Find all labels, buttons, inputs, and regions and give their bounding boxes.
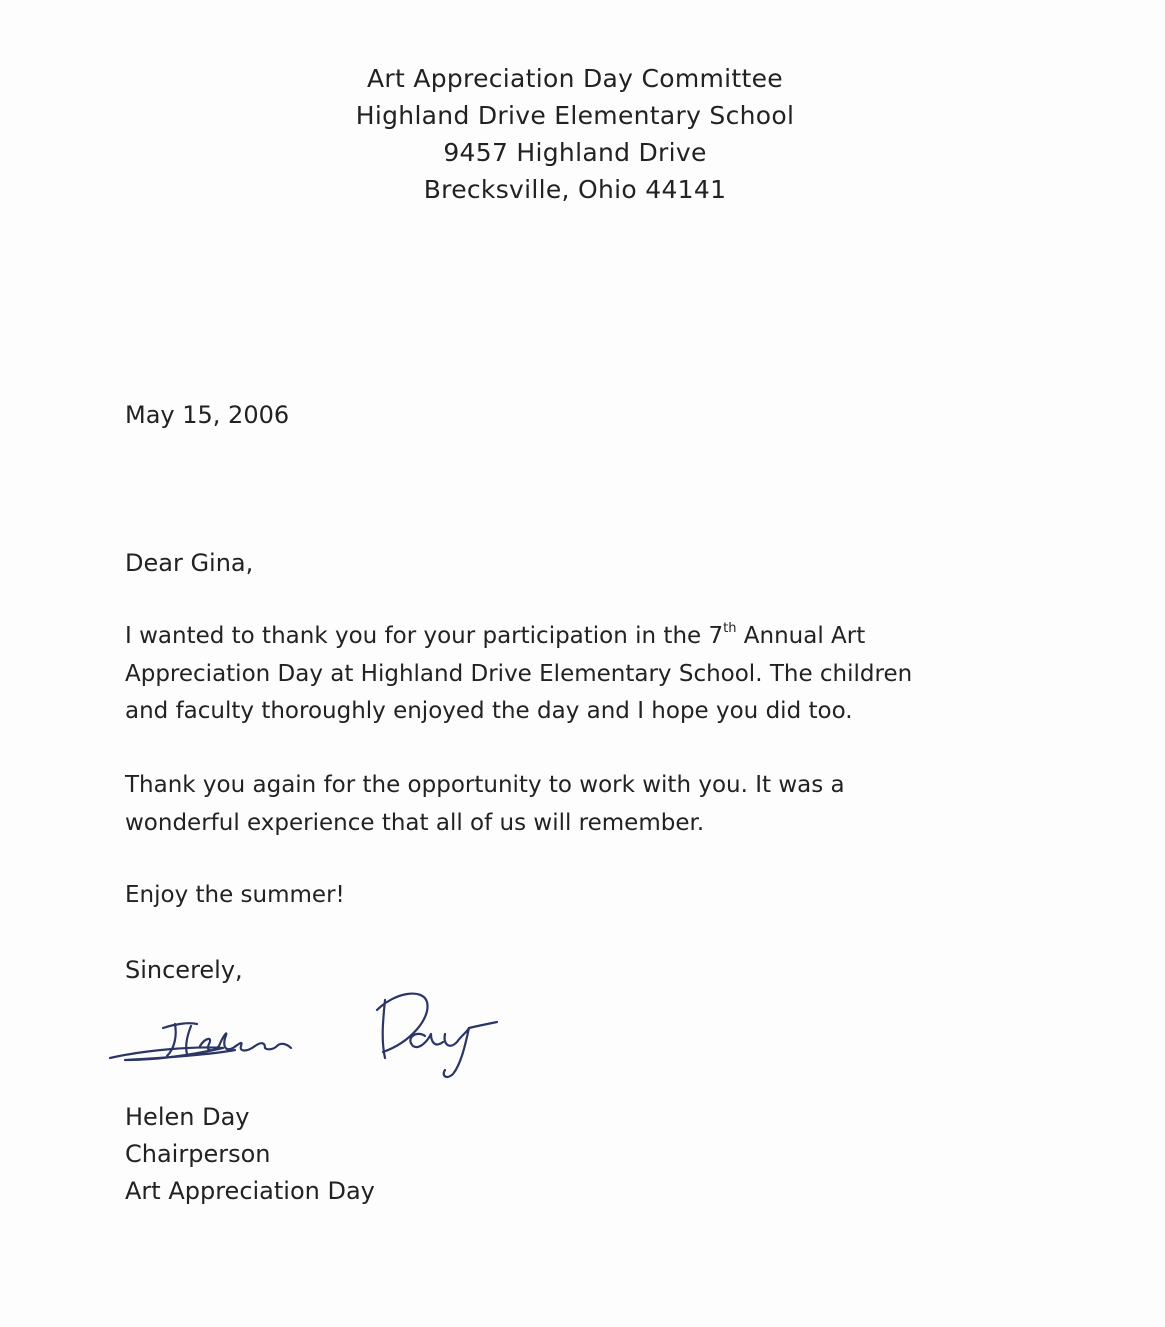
signer-organization: Art Appreciation Day bbox=[125, 1177, 375, 1205]
paragraph-text: I wanted to thank you for your participation in the 7 bbox=[125, 623, 724, 649]
paragraph-line: wonderful experience that all of us will remember. bbox=[125, 809, 705, 836]
street-address: 9457 Highland Drive bbox=[443, 138, 707, 167]
committee-name: Art Appreciation Day Committee bbox=[366, 64, 783, 93]
signature-drawing bbox=[105, 980, 515, 1090]
salutation: Dear Gina, bbox=[125, 549, 254, 577]
body-paragraph-1 bbox=[125, 618, 912, 731]
letter-date: May 15, 2006 bbox=[125, 401, 290, 429]
handwritten-signature bbox=[105, 980, 515, 1090]
body-paragraph-3: Enjoy the summer! bbox=[125, 882, 345, 908]
letterhead bbox=[0, 60, 1150, 208]
signer-title: Chairperson bbox=[125, 1140, 271, 1168]
city-state-zip: Brecksville, Ohio 44141 bbox=[423, 175, 727, 204]
paragraph-line: Appreciation Day at Highland Drive Elementary School. The children bbox=[125, 660, 913, 687]
signer-block bbox=[125, 1099, 375, 1210]
school-name: Highland Drive Elementary School bbox=[355, 101, 795, 130]
body-paragraph-2 bbox=[125, 767, 845, 842]
paragraph-text: Annual Art bbox=[736, 623, 866, 649]
ordinal-suffix: th bbox=[723, 621, 737, 636]
signer-name: Helen Day bbox=[125, 1103, 250, 1131]
paragraph-line bbox=[125, 618, 912, 656]
paragraph-line: Thank you again for the opportunity to work with you. It was a bbox=[125, 772, 845, 798]
closing: Sincerely, bbox=[125, 956, 243, 984]
paragraph-line: and faculty thoroughly enjoyed the day and I hope you did too. bbox=[125, 698, 853, 724]
